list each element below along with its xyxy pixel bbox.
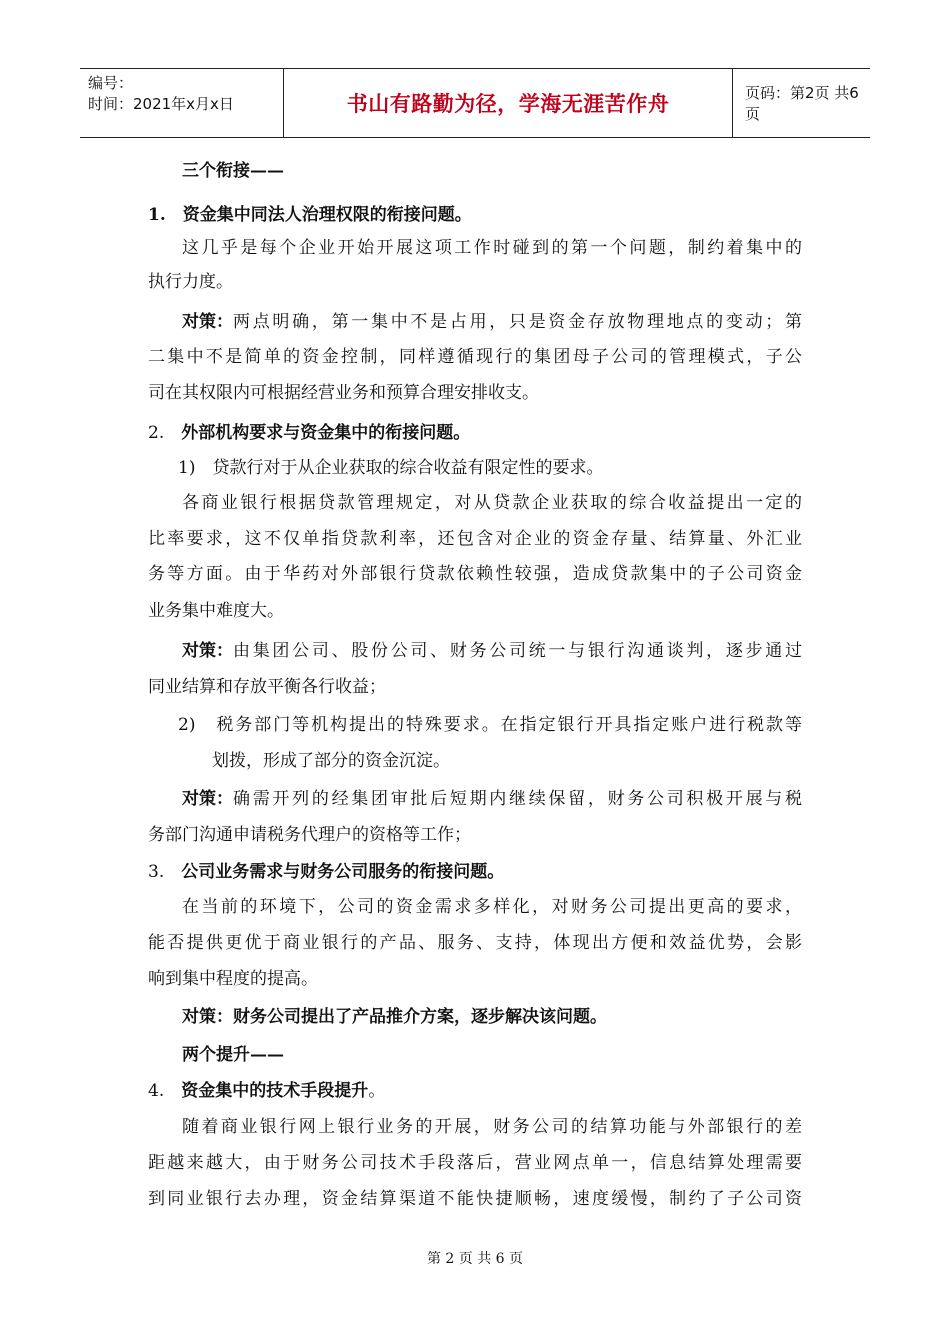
countermeasure-1-line-2: 二集中不是简单的资金控制，同样遵循现行的集团母子公司的管理模式，子公 (148, 347, 802, 367)
paragraph-3-line-3: 响到集中程度的提高。 (148, 969, 318, 989)
countermeasure-1-line-3: 司在其权限内可根据经营业务和预算合理安排收支。 (148, 383, 539, 403)
sub-item-2-line-2: 划拨，形成了部分的资金沉淀。 (212, 751, 450, 771)
paragraph-4-line-3: 到同业银行去办理，资金结算渠道不能快捷顺畅，速度缓慢，制约了子公司资 (148, 1189, 802, 1209)
countermeasure-1-line-1: 对策： 两点明确，第一集中不是占用，只是资金存放物理地点的变动；第 (182, 307, 802, 332)
paragraph-1-line-1: 这几乎是每个企业开始开展这项工作时碰到的第一个问题，制约着集中的 (182, 238, 802, 258)
document-date: 时间：2021年x月x日 (88, 95, 234, 113)
sub-item-1: 1) 贷款行对于从企业获取的综合收益有限定性的要求。 (178, 458, 604, 478)
countermeasure-4: 对策：财务公司提出了产品推介方案，逐步解决该问题。 (182, 1007, 607, 1027)
countermeasure-2-line-1: 对策： 由集团公司、股份公司、财务公司统一与银行沟通谈判，逐步通过 (182, 636, 802, 661)
countermeasure-label: 对策： (182, 641, 233, 661)
item-4-title: 4. 资金集中的技术手段提升。 (148, 1081, 386, 1101)
header-page-number: 页码：第2页 共6页 (745, 84, 859, 123)
paragraph-1-line-2: 执行力度。 (148, 272, 233, 292)
header-motto-cell (283, 69, 733, 137)
paragraph-2-line-2: 比率要求，这不仅单指贷款利率，还包含对企业的资金存量、结算量、外汇业 (148, 529, 802, 549)
paragraph-3-line-2: 能否提供更优于商业银行的产品、服务、支持，体现出方便和效益优势，会影 (148, 933, 802, 953)
countermeasure-3-line-1: 对策： 确需开列的经集团审批后短期内继续保留，财务公司积极开展与税 (182, 784, 802, 809)
countermeasure-label: 对策： (182, 789, 233, 809)
item-1-title: 1. 资金集中同法人治理权限的衔接问题。 (148, 205, 472, 225)
header-page-cell (733, 69, 870, 137)
motto: 书山有路勤为径，学海无涯苦作舟 (346, 92, 670, 116)
paragraph-2-line-3: 务等方面。由于华药对外部银行贷款依赖性较强，造成贷款集中的子公司资金 (148, 564, 802, 584)
countermeasure-2-line-2: 同业结算和存放平衡各行收益； (148, 677, 386, 697)
countermeasure-3-line-2: 务部门沟通申请税务代理户的资格等工作； (148, 825, 471, 845)
page-header (80, 68, 870, 138)
paragraph-3-line-1: 在当前的环境下，公司的资金需求多样化，对财务公司提出更高的要求， (182, 897, 802, 917)
page-footer: 第 2 页 共 6 页 (426, 1251, 524, 1267)
section-heading-three-links: 三个衔接—— (182, 161, 284, 181)
document-number: 编号： (88, 74, 134, 92)
sub-item-2-line-1: 2) 税务部门等机构提出的特殊要求。在指定银行开具指定账户进行税款等 (178, 715, 802, 735)
section-heading-two-upgrades: 两个提升—— (182, 1045, 284, 1065)
header-meta (80, 69, 283, 137)
item-3-title: 3. 公司业务需求与财务公司服务的衔接问题。 (148, 862, 505, 882)
paragraph-2-line-4: 业务集中难度大。 (148, 601, 284, 621)
paragraph-2-line-1: 各商业银行根据贷款管理规定，对从贷款企业获取的综合收益提出一定的 (182, 493, 802, 513)
countermeasure-label: 对策： (182, 312, 233, 332)
paragraph-4-line-2: 距越来越大，由于财务公司技术手段落后，营业网点单一，信息结算处理需要 (148, 1153, 802, 1173)
paragraph-4-line-1: 随着商业银行网上银行业务的开展，财务公司的结算功能与外部银行的差 (182, 1117, 802, 1137)
item-2-title: 2. 外部机构要求与资金集中的衔接问题。 (148, 423, 471, 443)
